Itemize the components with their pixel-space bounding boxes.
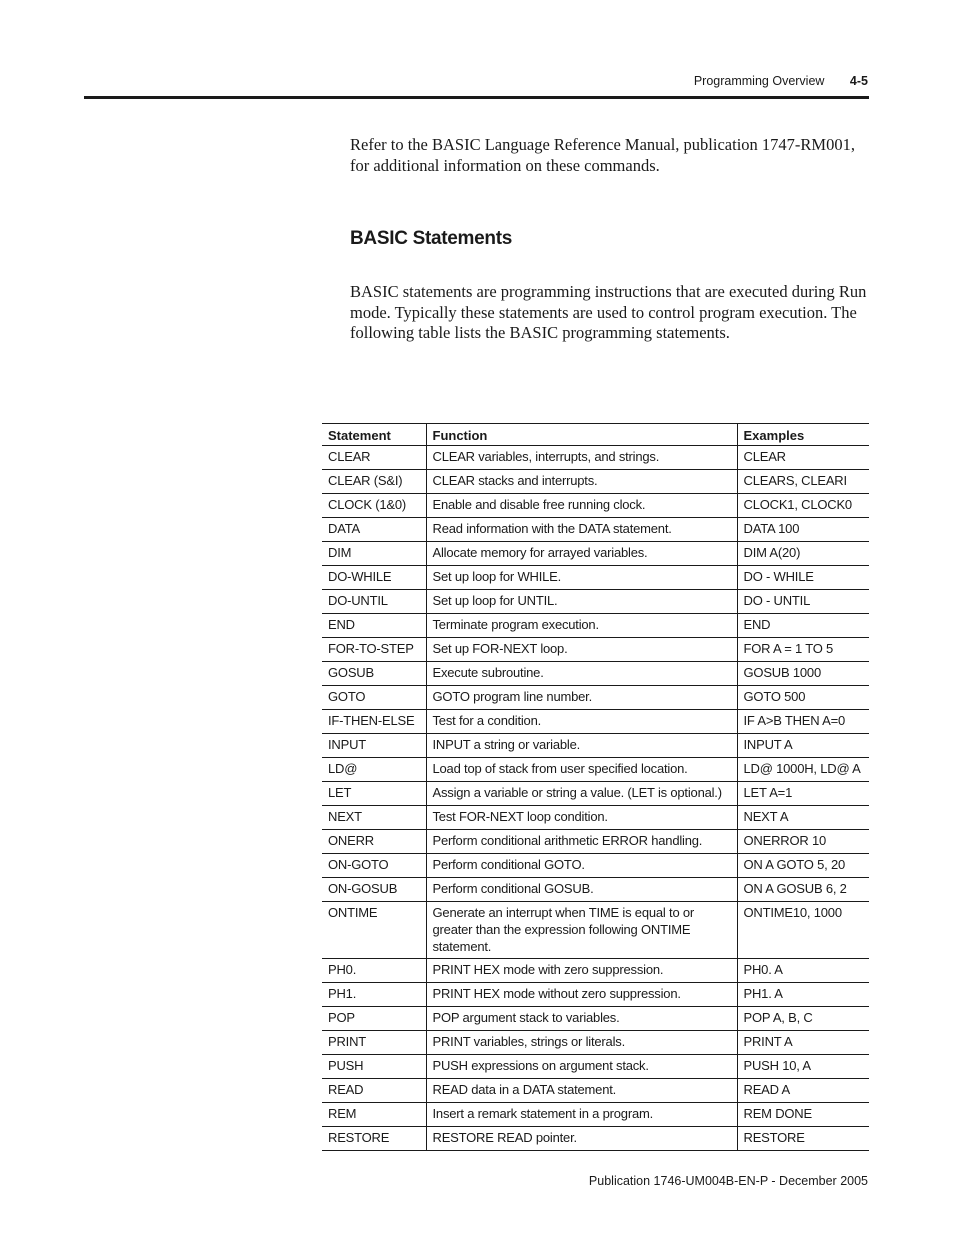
table-row (322, 878, 869, 902)
function-cell: Load top of stack from user specified location. (426, 758, 737, 782)
table-body (322, 446, 869, 1151)
example-cell: DO - WHILE (737, 566, 869, 590)
statement-cell: PH0. (322, 959, 426, 983)
example-cell: LET A=1 (737, 782, 869, 806)
column-header-statement: Statement (322, 424, 426, 446)
running-header (694, 74, 868, 88)
table-row (322, 902, 869, 959)
example-cell: PH1. A (737, 983, 869, 1007)
table-row (322, 1127, 869, 1151)
statement-cell: PRINT (322, 1031, 426, 1055)
example-cell: POP A, B, C (737, 1007, 869, 1031)
statement-cell: DO-UNTIL (322, 590, 426, 614)
function-cell: PUSH expressions on argument stack. (426, 1055, 737, 1079)
table-row (322, 782, 869, 806)
table-row (322, 854, 869, 878)
statement-cell: DO-WHILE (322, 566, 426, 590)
column-header-function: Function (426, 424, 737, 446)
example-cell: DO - UNTIL (737, 590, 869, 614)
example-cell: NEXT A (737, 806, 869, 830)
function-cell: Terminate program execution. (426, 614, 737, 638)
basic-statements-table (322, 423, 869, 1151)
function-cell: Read information with the DATA statement. (426, 518, 737, 542)
table-row (322, 806, 869, 830)
table-header-row (322, 424, 869, 446)
function-cell: PRINT HEX mode without zero suppression. (426, 983, 737, 1007)
example-cell: LD@ 1000H, LD@ A (737, 758, 869, 782)
statement-cell: END (322, 614, 426, 638)
statement-cell: IF-THEN-ELSE (322, 710, 426, 734)
column-header-examples: Examples (737, 424, 869, 446)
function-cell: INPUT a string or variable. (426, 734, 737, 758)
example-cell: DATA 100 (737, 518, 869, 542)
example-cell: INPUT A (737, 734, 869, 758)
statement-cell: ON-GOSUB (322, 878, 426, 902)
section-paragraph: BASIC statements are programming instructions that are executed during Run mode. Typically these statements are used to control program execution. The following table lists the BASIC programming statements. (350, 282, 867, 342)
statement-cell: DATA (322, 518, 426, 542)
table-row (322, 518, 869, 542)
example-cell: CLEAR (737, 446, 869, 470)
function-cell: RESTORE READ pointer. (426, 1127, 737, 1151)
function-cell: Set up loop for UNTIL. (426, 590, 737, 614)
function-cell: Test for a condition. (426, 710, 737, 734)
function-cell: PRINT HEX mode with zero suppression. (426, 959, 737, 983)
function-cell: Perform conditional GOTO. (426, 854, 737, 878)
table-row (322, 1007, 869, 1031)
statement-cell: CLEAR (S&I) (322, 470, 426, 494)
example-cell: ON A GOTO 5, 20 (737, 854, 869, 878)
function-cell: Assign a variable or string a value. (LET is optional.) (426, 782, 737, 806)
statement-cell: REM (322, 1103, 426, 1127)
function-cell: CLEAR stacks and interrupts. (426, 470, 737, 494)
statement-cell: RESTORE (322, 1127, 426, 1151)
statement-cell: GOSUB (322, 662, 426, 686)
statement-cell: DIM (322, 542, 426, 566)
statement-cell: LET (322, 782, 426, 806)
table-row (322, 959, 869, 983)
function-cell: Set up loop for WHILE. (426, 566, 737, 590)
example-cell: ON A GOSUB 6, 2 (737, 878, 869, 902)
example-cell: PH0. A (737, 959, 869, 983)
table-row (322, 494, 869, 518)
statement-cell: GOTO (322, 686, 426, 710)
function-cell: Execute subroutine. (426, 662, 737, 686)
function-cell: Generate an interrupt when TIME is equal to or greater than the expression following ONTIME statement. (426, 902, 737, 959)
table-row (322, 734, 869, 758)
table-row (322, 638, 869, 662)
function-cell: Perform conditional GOSUB. (426, 878, 737, 902)
table-row (322, 686, 869, 710)
function-cell: Allocate memory for arrayed variables. (426, 542, 737, 566)
function-cell: Enable and disable free running clock. (426, 494, 737, 518)
section-heading: BASIC Statements (350, 228, 513, 249)
example-cell: FOR A = 1 TO 5 (737, 638, 869, 662)
publication-footer: Publication 1746-UM004B-EN-P - December 2005 (588, 1174, 868, 1188)
statement-cell: CLEAR (322, 446, 426, 470)
statement-cell: FOR-TO-STEP (322, 638, 426, 662)
table-row (322, 830, 869, 854)
example-cell: CLEARS, CLEARI (737, 470, 869, 494)
example-cell: RESTORE (737, 1127, 869, 1151)
function-cell: Perform conditional arithmetic ERROR handling. (426, 830, 737, 854)
statement-cell: NEXT (322, 806, 426, 830)
example-cell: READ A (737, 1079, 869, 1103)
header-divider (84, 96, 869, 99)
table-row (322, 1079, 869, 1103)
function-cell: Test FOR-NEXT loop condition. (426, 806, 737, 830)
table-row (322, 662, 869, 686)
table-row (322, 983, 869, 1007)
example-cell: ONERROR 10 (737, 830, 869, 854)
example-cell: PRINT A (737, 1031, 869, 1055)
example-cell: GOTO 500 (737, 686, 869, 710)
function-cell: POP argument stack to variables. (426, 1007, 737, 1031)
statement-cell: LD@ (322, 758, 426, 782)
function-cell: CLEAR variables, interrupts, and strings. (426, 446, 737, 470)
table-row (322, 614, 869, 638)
table-row (322, 542, 869, 566)
statement-cell: PH1. (322, 983, 426, 1007)
table-row (322, 710, 869, 734)
statement-cell: ONTIME (322, 902, 426, 959)
function-cell: PRINT variables, strings or literals. (426, 1031, 737, 1055)
intro-paragraph: Refer to the BASIC Language Reference Manual, publication 1747-RM001, for additional information on these commands. (350, 135, 855, 175)
table-row (322, 1031, 869, 1055)
statement-cell: READ (322, 1079, 426, 1103)
statement-cell: ON-GOTO (322, 854, 426, 878)
example-cell: ONTIME10, 1000 (737, 902, 869, 959)
statement-cell: PUSH (322, 1055, 426, 1079)
table-row (322, 446, 869, 470)
function-cell: GOTO program line number. (426, 686, 737, 710)
example-cell: END (737, 614, 869, 638)
example-cell: IF A>B THEN A=0 (737, 710, 869, 734)
table-row (322, 758, 869, 782)
header-page-number: 4-5 (849, 74, 868, 88)
function-cell: READ data in a DATA statement. (426, 1079, 737, 1103)
example-cell: DIM A(20) (737, 542, 869, 566)
table-row (322, 566, 869, 590)
statement-cell: CLOCK (1&0) (322, 494, 426, 518)
table-row (322, 590, 869, 614)
statement-cell: POP (322, 1007, 426, 1031)
example-cell: CLOCK1, CLOCK0 (737, 494, 869, 518)
function-cell: Set up FOR-NEXT loop. (426, 638, 737, 662)
example-cell: REM DONE (737, 1103, 869, 1127)
header-chapter-title: Programming Overview (693, 74, 825, 88)
statement-cell: INPUT (322, 734, 426, 758)
table-row (322, 470, 869, 494)
function-cell: Insert a remark statement in a program. (426, 1103, 737, 1127)
table-row (322, 1055, 869, 1079)
table-row (322, 1103, 869, 1127)
example-cell: PUSH 10, A (737, 1055, 869, 1079)
example-cell: GOSUB 1000 (737, 662, 869, 686)
statement-cell: ONERR (322, 830, 426, 854)
